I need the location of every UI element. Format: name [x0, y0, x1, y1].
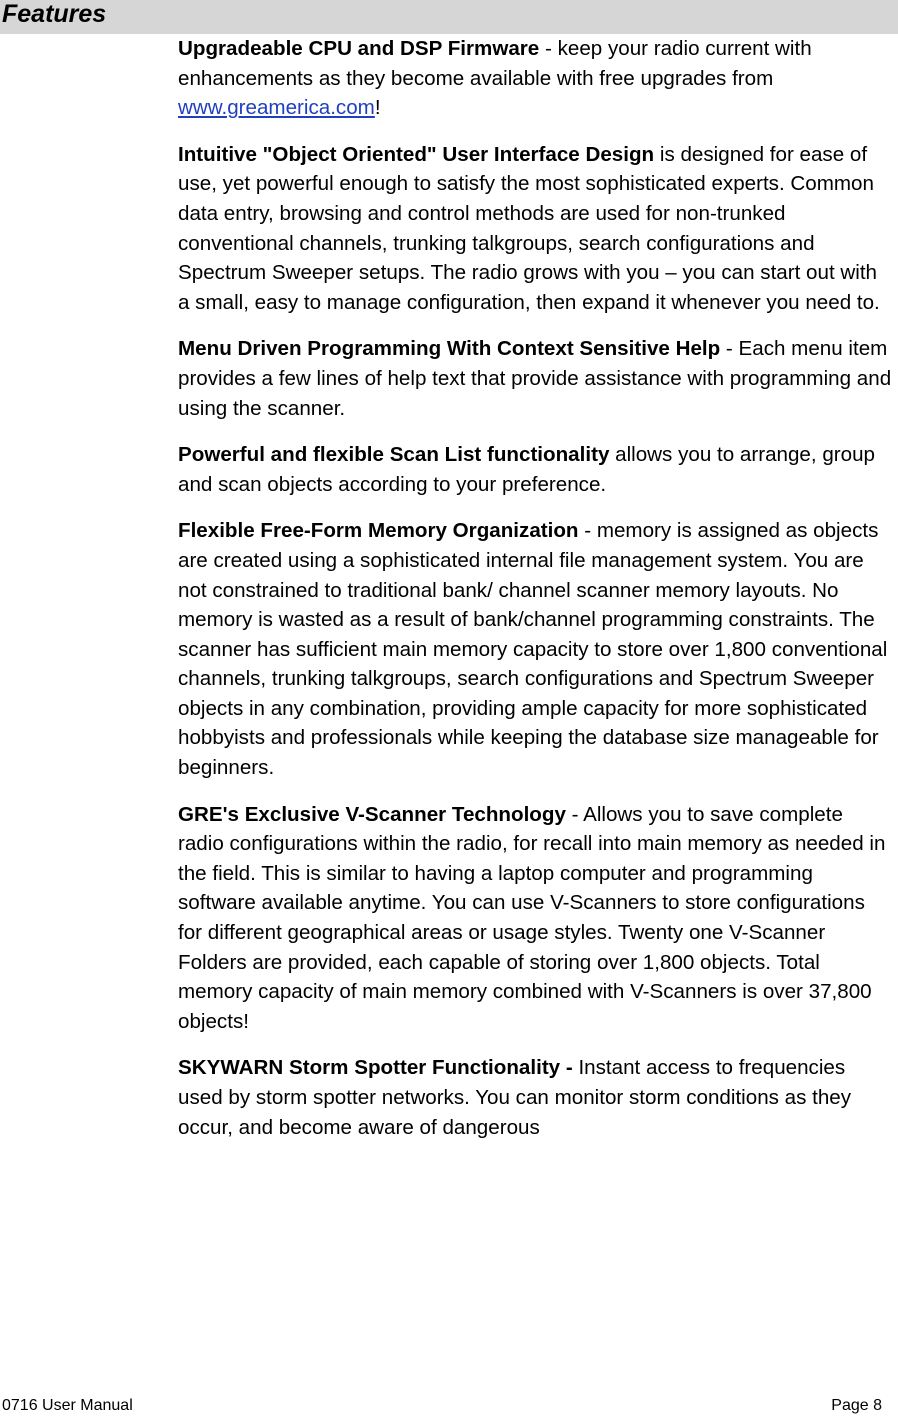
website-link[interactable]: www.greamerica.com [178, 96, 375, 120]
feature-scan-list [178, 440, 894, 499]
feature-heading: Intuitive "Object Oriented" User Interface Design [178, 142, 655, 166]
feature-suffix: ! [374, 96, 381, 120]
feature-text: is designed for ease of use, yet powerful enough to satisfy the most sophisticated experts. Common data entry, browsing and control methods are used for non-trunked conventional channels, trunking talkgroups, search configurations and Spectrum Sweeper setups. The radio grows with you – you can start out with a small, easy to manage configuration, then expand it whenever you need to. [178, 142, 880, 314]
feature-heading: SKYWARN Storm Spotter Functionality - [178, 1056, 573, 1080]
feature-text: allows you to arrange, group and scan objects according to your preference. [178, 443, 875, 496]
feature-firmware [178, 34, 894, 123]
feature-v-scanner [178, 800, 894, 1037]
section-title: Features [2, 0, 107, 28]
feature-text: - memory is assigned as objects are created using a sophisticated internal file management system. You are not constrained to traditional bank/ channel scanner memory layouts. No memory is wasted as a result of bank/channel programming constraints. The scanner has sufficient main memory capacity to store over 1,800 conventional channels, trunking talkgroups, search configurations and Spectrum Sweeper objects in any combination, providing ample capacity for more sophisticated hobbyists and professionals while keeping the database size manageable for beginners. [178, 519, 888, 780]
feature-heading: GRE's Exclusive V-Scanner Technology [178, 802, 566, 826]
feature-user-interface [178, 140, 894, 318]
feature-skywarn [178, 1053, 894, 1142]
feature-heading: Menu Driven Programming With Context Sensitive Help [178, 337, 721, 361]
feature-heading: Upgradeable CPU and DSP Firmware [178, 37, 540, 60]
feature-text: - Allows you to save complete radio configurations within the radio, for recall into main memory as needed in the field. This is similar to having a laptop computer and programming software available anytime. You can use V-Scanners to store configurations for different geographical areas or usage styles. Twenty one V-Scanner Folders are provided, each capable of storing over 1,800 objects. Total memory capacity of main memory combined with V-Scanners is over 37,800 objects! [178, 802, 886, 1033]
feature-text: Instant access to frequencies used by storm spotter networks. You can monitor storm conditions as they occur, and become aware of dangerous [178, 1056, 852, 1139]
feature-menu-programming [178, 334, 894, 423]
feature-memory-organization [178, 516, 894, 782]
feature-text: - Each menu item provides a few lines of help text that provide assistance with programming and using the scanner. [178, 337, 892, 420]
footer-manual-title: 0716 User Manual [2, 1397, 133, 1414]
features-content [178, 34, 894, 1159]
feature-heading: Flexible Free-Form Memory Organization [178, 519, 579, 543]
section-header [0, 0, 898, 34]
footer-page-number: Page 8 [831, 1397, 882, 1414]
feature-heading: Powerful and flexible Scan List functionality [178, 443, 610, 467]
feature-text: - keep your radio current with enhancements as they become available with free upgrades from [178, 37, 812, 90]
